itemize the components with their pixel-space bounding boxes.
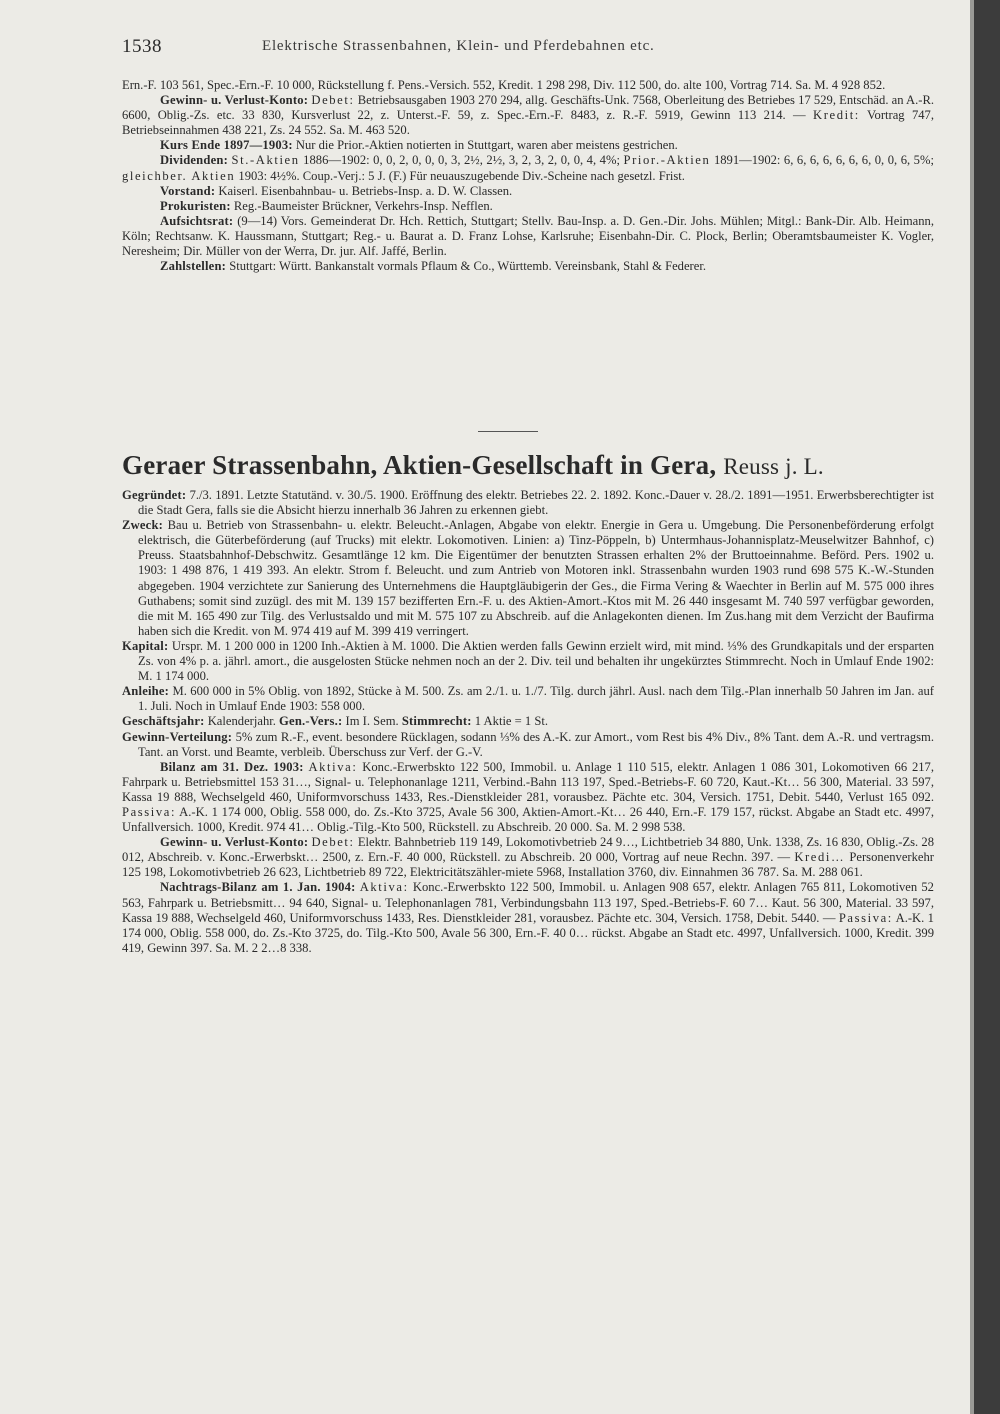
gen-vers-label: Gen.-Vers.: bbox=[279, 714, 343, 729]
prev-zahlstellen-label: Zahlstellen: bbox=[160, 259, 227, 274]
prev-profit-loss-label: Gewinn- u. Verlust-Konto: bbox=[160, 93, 309, 108]
prev-kredit-text: Vortrag 747, Betriebseinnahmen 438 221, Zs. 24 552. Sa. M. 463 520. bbox=[122, 108, 934, 138]
stimmrecht-text: 1 Aktie = 1 St. bbox=[474, 714, 549, 729]
prev-aufsichtsrat-text: (9—14) Vors. Gemeinderat Dr. Hch. Rettich, Stuttgart; Stellv. Bau-Insp. a. D. Gen.-Dir. Johs. Mühlen; Mitgl.: Bank-Dir. Alb. Heimann, Köln; Rechtsanw. K. Haussmann, Stuttgart; Reg.- u. Baurat a. D. Franz Lohse, Karlsruhe; Eisenbahn-Dir. C. Plock, Berlin; Oberamtsbaumeister K. Vogler, Neresheim; Dir. Müller von der Werra, Dr. jur. Alf. Jaffé, Berlin. bbox=[122, 213, 934, 259]
prev-kurs bbox=[122, 138, 934, 153]
page-number: 1538 bbox=[122, 36, 162, 57]
gewinn-verlust-label: Gewinn- u. Verlust-Konto: bbox=[160, 835, 309, 850]
entry-gewinn-verteilung bbox=[122, 730, 934, 760]
geschaeftsjahr-text: Kalenderjahr. bbox=[207, 714, 276, 729]
kredit-label: Kredi… bbox=[794, 850, 846, 865]
prev-vorstand-text: Kaiserl. Eisenbahnbau- u. Betriebs-Insp. a. D. W. Classen. bbox=[218, 183, 513, 198]
entry-kapital bbox=[122, 639, 934, 684]
prev-zahlstellen-text: Stuttgart: Württ. Bankanstalt vormals Pflaum & Co., Württemb. Vereinsbank, Stahl & Federer. bbox=[229, 259, 706, 274]
prev-balance-text: Ern.-F. 103 561, Spec.-Ern.-F. 10 000, Rückstellung f. Pens.-Versich. 552, Kredit. 1 298 298, Div. 112 500, do. alte 100, Vortrag 714. Sa. M. 4 928 852. bbox=[122, 78, 886, 92]
zweck-label: Zweck: bbox=[122, 518, 164, 533]
entry-nachtrags-bilanz bbox=[122, 880, 934, 955]
prev-vorstand bbox=[122, 184, 934, 199]
debet-label: Debet: bbox=[311, 835, 355, 850]
gewinn-verteilung-label: Gewinn-Verteilung: bbox=[122, 729, 233, 744]
entry-zweck bbox=[122, 518, 934, 639]
nachtrags-bilanz-label: Nachtrags-Bilanz am 1. Jan. 1904: bbox=[160, 880, 356, 895]
previous-entry bbox=[122, 78, 934, 274]
entry-gewinn-verlust bbox=[122, 835, 934, 880]
kredit-text: Personenverkehr 125 198, Lokomotivbetrieb 26 623, Lichtbetrieb 89 722, Elektricitätszähler-miete 5968, Installation 3760, div. Einnahmen 36 787. Sa. M. 288 061. bbox=[122, 850, 935, 880]
aktiva-label: Aktiva: bbox=[308, 759, 358, 774]
gegruendet-text: 7./3. 1891. Letzte Statutänd. v. 30./5. 1900. Eröffnung des elektr. Betriebes 22. 2. 1892. Konc.-Dauer v. 28./2. 1891—1951. Erwerbsberechtigter ist die Stadt Gera, falls sie die Absicht hierzu innerhalb 36 Jahren zu erkennen giebt. bbox=[138, 488, 934, 518]
prev-profit-loss bbox=[122, 93, 934, 138]
entry-bilanz bbox=[122, 760, 934, 835]
prev-prior-aktien-text: 1891—1902: 6, 6, 6, 6, 6, 6, 6, 0, 0, 6, 5%; bbox=[713, 153, 934, 168]
prev-gleichber-label: gleichber. Aktien bbox=[122, 168, 236, 183]
company-entry bbox=[122, 488, 934, 956]
page-edge-shadow bbox=[974, 0, 1000, 1414]
prev-debet-label: Debet: bbox=[311, 93, 355, 108]
page-header bbox=[122, 36, 942, 60]
bilanz-label: Bilanz am 31. Dez. 1903: bbox=[160, 759, 304, 774]
section-divider bbox=[478, 431, 538, 432]
entry-anleihe bbox=[122, 684, 934, 714]
kapital-label: Kapital: bbox=[122, 638, 169, 653]
prev-balance-continued bbox=[122, 78, 934, 93]
bilanz-passiva-text: A.-K. 1 174 000, Oblig. 558 000, do. Zs.-Kto 3725, Avale 56 300, Aktien-Amort.-Kt… 26 440, Ern.-F. 179 157, rückst. Abgabe an Stadt etc. 4997, Unfallversich. 1000, Kredit. 974 41… Oblig.-Tilg.-Kto 500, Rückstell. zu Abschreib. 20 000. Sa. M. 2 998 538. bbox=[122, 804, 934, 835]
prev-dividenden-label: Dividenden: bbox=[160, 153, 228, 168]
prev-kurs-text: Nur die Prior.-Aktien notierten in Stuttgart, waren aber meistens gestrichen. bbox=[295, 138, 678, 153]
company-name: Geraer Strassenbahn, Aktien-Gesellschaft in Gera, bbox=[122, 450, 717, 480]
geschaeftsjahr-label: Geschäftsjahr: bbox=[122, 714, 205, 729]
company-heading bbox=[122, 449, 942, 483]
anleihe-label: Anleihe: bbox=[122, 684, 170, 699]
zweck-text: Bau u. Betrieb von Strassenbahn- u. elektr. Beleucht.-Anlagen, Abgabe von elektr. Energie in Gera u. Umgebung. Die Personenbeförderung erfolgt elektrisch, die Güterbeförderung (auf Trucks) mit elektr. Lokomotiven. Linien: a) Tinz-Pöppeln, b) Untermhaus-Johannisplatz-Meuselwitzer Bahnhof, c) Preuss. Staatsbahnhof-Debschwitz. Gesamtlänge 12 km. Die Eigentümer der benutzten Strassen erhalten 2% der Bruttoeinnahme. Beförd. Pers. 1902 u. 1903: 1 498 876, 1 419 393. An elektr. Strom f. Beleucht. und zum Antrieb von Motoren inkl. Strassenbahn wurden 1903 rund 698 575 K.-W.-Stunden abgegeben. 1904 verzichtete zur Sanierung des Unternehmens die Hauptgläubigerin der Ges., die Firma Vering & Waechter in Berlin auf M. 575 000 ihres Guthabens; somit sind zuzügl. des mit M. 139 157 bezifferten Ern.-F. u. des Aktien-Amort.-Ktos mit M. 26 440 insgesamt M. 740 597 verfügbar geworden, die mit M. 165 490 zur Tilg. des Verlustsaldo und mit M. 575 107 zu Abschreib. auf die Anlagekonten dienen. Im Zus.hang mit dem Verzicht der Baufirma haben sich die Kredit. von M. 974 419 auf M. 399 419 verringert. bbox=[138, 518, 934, 638]
anleihe-text: M. 600 000 in 5% Oblig. von 1892, Stücke à M. 500. Zs. am 2./1. u. 1./7. Tilg. durch jährl. Ausl. nach dem Tilg.-Plan innerhalb 50 Jahren im Jan. auf 1. Juli. Noch in Umlauf Ende 1903: 558 000. bbox=[138, 684, 934, 714]
prev-vorstand-label: Vorstand: bbox=[160, 183, 216, 198]
prev-st-aktien-label: St.-Aktien bbox=[231, 153, 300, 168]
nachtrags-passiva-label: Passiva: bbox=[838, 910, 893, 925]
kapital-text: Urspr. M. 1 200 000 in 1200 Inh.-Aktien à M. 1000. Die Aktien werden falls Gewinn erzielt wird, mit mind. ⅓% des Grundkapitals und der ersparten Zs. von 4% p. a. jährl. amort., die ausgelosten Stücke nehmen noch an der 2. Div. teil und behalten ihr ungekürztes Stimmrecht. Noch in Umlauf Ende 1902: M. 1 174 000. bbox=[138, 638, 934, 684]
prev-kurs-label: Kurs Ende 1897—1903: bbox=[160, 138, 293, 153]
nachtrags-aktiva-label: Aktiva: bbox=[359, 880, 409, 895]
stimmrecht-label: Stimmrecht: bbox=[401, 714, 472, 729]
debet-text: Elektr. Bahnbetrieb 119 149, Lokomotivbetrieb 24 9…, Lichtbetrieb 34 880, Unk. 1338, Zs. 16 830, Oblig.-Zs. 28 012, Abschreib. v. Konc.-Erwerbskt… 2500, z. Ern.-F. 40 000, Rückstell. zu Abschreib. 20 000, Vortrag auf neue Rechn. 397. — bbox=[122, 835, 935, 865]
prev-prior-aktien-label: Prior.-Aktien bbox=[623, 153, 711, 168]
prev-dividenden bbox=[122, 153, 934, 183]
prev-kredit-label: Kredit: bbox=[813, 108, 860, 123]
prev-zahlstellen bbox=[122, 259, 934, 274]
prev-st-aktien-text: 1886—1902: 0, 0, 2, 0, 0, 0, 3, 2½, 2½, 3, 2, 3, 2, 0, 0, 4, 4%; bbox=[303, 153, 620, 168]
bilanz-aktiva-text: Konc.-Erwerbskto 122 500, Immobil. u. Anlage 1 110 515, elektr. Anlagen 1 086 301, Lokomotiven 66 217, Fahrpark u. Betriebsmittel 153 31…, Signal- u. Telephonanlage 1211, Verbind.-Bahn 113 197, Sped.-Betriebs-F. 60 720, Kaut.-Kt… 56 300, Material. 33 597, Kassa 19 888, Wechselgeld 460, Uniformvorschuss 1433, Res.-Dienstkleider 281, vorausbez. Pächte etc. 304, Versich. 1751, Debit. 5440, Verlust 165 092. bbox=[122, 759, 934, 804]
running-title: Elektrische Strassenbahnen, Klein- und Pferdebahnen etc. bbox=[262, 38, 655, 54]
gegruendet-label: Gegründet: bbox=[122, 488, 187, 502]
prev-prokuristen bbox=[122, 199, 934, 214]
prev-debet-text: Betriebsausgaben 1903 270 294, allg. Geschäfts-Unk. 7568, Oberleitung des Betriebes 17 529, Entschäd. an A.-R. 6600, Oblig.-Zs. etc. 33 830, Kursverlust 22, z. Unterst.-F. 59, z. Spec.-Ern.-F. 8483, z. R.-F. 5919, Gewinn 113 214. — bbox=[122, 93, 935, 123]
company-location: Reuss j. L. bbox=[723, 454, 824, 479]
prev-prokuristen-text: Reg.-Baumeister Brückner, Verkehrs-Insp. Nefflen. bbox=[233, 198, 493, 213]
gen-vers-text: Im I. Sem. bbox=[345, 714, 399, 729]
nachtrags-aktiva-text: Konc.-Erwerbskto 122 500, Immobil. u. Anlagen 908 657, elektr. Anlagen 765 811, Lokomotiven 52 563, Fahrpark u. Betriebsmitt… 94 640, Signal- u. Telephonanlagen 781, Verbindungsbahn 113 197, Sped.-Betriebs-F. 60 7… Kaut. 56 300, Material. 33 597, Kassa 19 888, Wechselgeld 460, Uniformvorschuss 1433, Res. Dienstkleider 281, vorausbez. Pächte etc. 304, Versich. 1758, Debit. 5440. — bbox=[122, 880, 934, 925]
prev-aufsichtsrat-label: Aufsichtsrat: bbox=[160, 213, 234, 228]
prev-gleichber-text: 1903: 4½%. Coup.-Verj.: 5 J. (F.) Für neuauszugebende Div.-Scheine nach gesetzl. Frist. bbox=[238, 168, 685, 183]
passiva-label: Passiva: bbox=[122, 804, 177, 819]
entry-gegruendet bbox=[122, 488, 934, 518]
prev-prokuristen-label: Prokuristen: bbox=[160, 198, 231, 213]
prev-aufsichtsrat bbox=[122, 214, 934, 259]
nachtrags-passiva-text: A.-K. 1 174 000, Oblig. 558 000, do. Zs.-Kto 3725, do. Tilg.-Kto 500, Avale 56 300, Ern.-F. 40 0… rückst. Abgabe an Stadt etc. 4997, Unfallversich. 1000, Kredit. 399 419, Gewinn 397. Sa. M. 2 2…8 338. bbox=[122, 910, 934, 955]
entry-geschaeftsjahr bbox=[122, 714, 934, 729]
gewinn-verteilung-text: 5% zum R.-F., event. besondere Rücklagen, sodann ⅓% des A.-K. zur Amort., vom Rest bis 4% Div., 8% Tant. dem A.-R. und vertragsm. Tant. an Vorst. und Beamte, verbleib. Überschuss zur Verf. der G.-V. bbox=[138, 729, 934, 759]
